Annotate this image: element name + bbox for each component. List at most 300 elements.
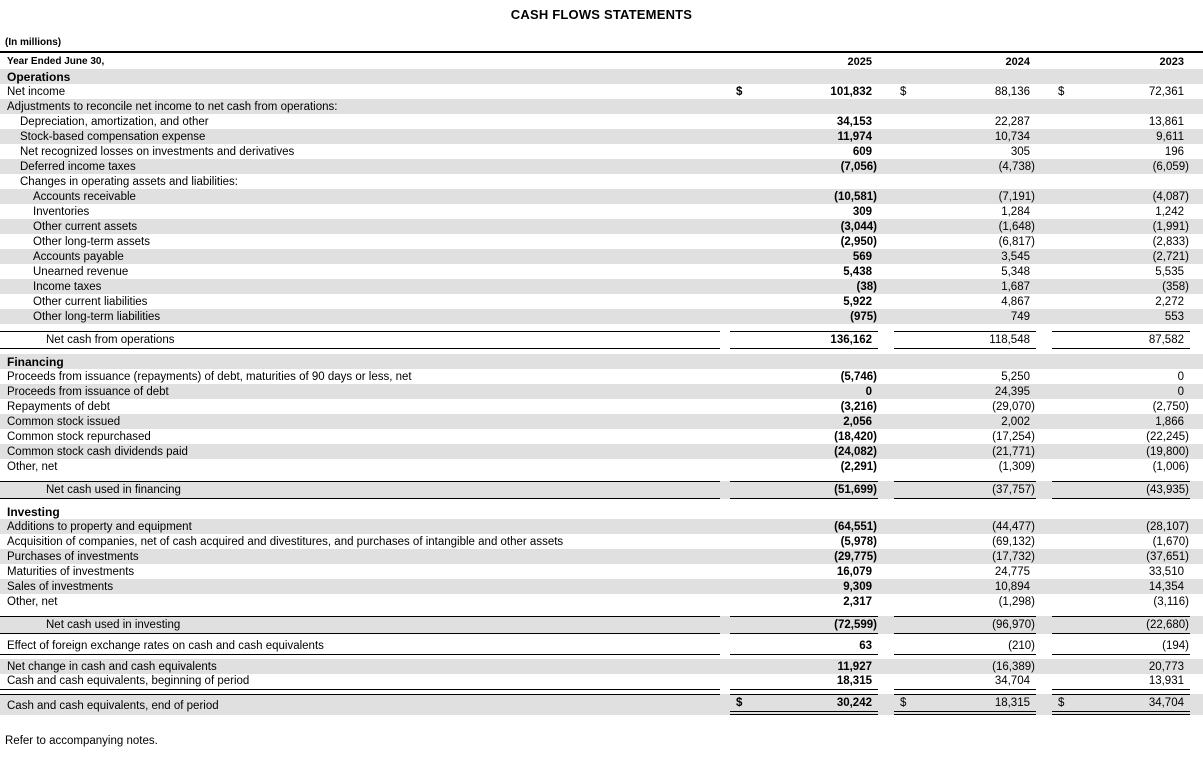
- cell-value: 136,162: [830, 334, 872, 346]
- row-label: Other, net: [7, 595, 58, 608]
- row-investing-other-net: [0, 594, 1203, 609]
- value-cell: [894, 115, 1036, 129]
- row-label: Cash and cash equivalents, beginning of period: [0, 674, 720, 690]
- value-cell: [1052, 639, 1190, 655]
- section-operations: [0, 69, 1203, 84]
- row-net-cash-used-financing: [0, 481, 1203, 499]
- value-cell: [894, 370, 1036, 384]
- value-cell: [894, 85, 1036, 99]
- cell-value: 196: [1164, 145, 1184, 158]
- cell-value: 5,438: [843, 265, 872, 278]
- cell-value: (22,245): [1146, 430, 1189, 443]
- row-net-recognized-losses: [0, 144, 1203, 159]
- row-label: Other, net: [7, 460, 58, 473]
- cell-value: 569: [852, 250, 872, 263]
- value-cell: [1052, 400, 1190, 414]
- cell-value: (38): [856, 280, 877, 293]
- row-label: Net change in cash and cash equivalents: [7, 660, 217, 673]
- row-label: Sales of investments: [7, 580, 114, 593]
- cell-value: (2,721): [1152, 250, 1189, 263]
- value-cell: [1052, 310, 1190, 324]
- cell-value: 101,832: [830, 85, 872, 98]
- value-cell: [730, 115, 878, 129]
- cell-value: 34,153: [836, 115, 872, 128]
- row-label: Other current assets: [33, 220, 138, 233]
- value-cell: [894, 550, 1036, 564]
- value-cell: [730, 220, 878, 234]
- year-label: 2023: [1159, 56, 1184, 68]
- value-cell: [1052, 535, 1190, 549]
- row-label: Repayments of debt: [7, 400, 110, 413]
- cell-value: (358): [1162, 280, 1189, 293]
- page-title: CASH FLOWS STATEMENTS: [510, 7, 693, 22]
- cell-value: 72,361: [1148, 85, 1184, 98]
- value-cell: [1052, 130, 1190, 144]
- value-cell: [730, 639, 878, 655]
- value-cell: [730, 674, 878, 690]
- year-column-2023: [1052, 55, 1190, 69]
- value-cell: [1052, 415, 1190, 429]
- cell-value: (4,087): [1152, 190, 1189, 203]
- value-cell: [1052, 235, 1190, 249]
- row-label: Net cash used in financing: [0, 481, 720, 499]
- period-label: Year Ended June 30,: [7, 56, 105, 67]
- cell-value: 2,056: [843, 415, 872, 428]
- row-acquisitions: [0, 534, 1203, 549]
- value-cell: [730, 85, 878, 99]
- value-cell: [894, 310, 1036, 324]
- value-cell: [1052, 550, 1190, 564]
- value-cell: [894, 595, 1036, 609]
- cell-value: 24,395: [994, 385, 1030, 398]
- cell-value: 20,773: [1148, 660, 1184, 673]
- value-cell: [730, 295, 878, 309]
- value-cell: [894, 385, 1036, 399]
- value-cell: [894, 220, 1036, 234]
- row-label: Net income: [7, 85, 66, 98]
- dollar-sign: $: [900, 85, 907, 98]
- cell-value: 14,354: [1148, 580, 1184, 593]
- cell-value: (1,991): [1152, 220, 1189, 233]
- row-income-taxes: [0, 279, 1203, 294]
- period-header-row: [0, 55, 1203, 69]
- value-cell: [1052, 595, 1190, 609]
- year-label: 2025: [847, 56, 872, 68]
- row-maturities-of-investments: [0, 564, 1203, 579]
- value-cell: [1052, 205, 1190, 219]
- value-cell: [894, 235, 1036, 249]
- value-cell: [1052, 520, 1190, 534]
- row-label: Adjustments to reconcile net income to net cash from operations:: [7, 100, 338, 113]
- row-purchases-of-investments: [0, 549, 1203, 564]
- cell-value: (37,651): [1146, 550, 1189, 563]
- cell-value: 34,704: [1148, 697, 1184, 709]
- value-cell: [894, 481, 1036, 499]
- cell-value: 10,894: [994, 580, 1030, 593]
- cell-value: 63: [859, 640, 872, 652]
- cell-value: 11,974: [837, 130, 872, 143]
- cell-value: 2,317: [843, 595, 872, 608]
- row-adjustments-heading: [0, 99, 1203, 114]
- top-rule: [0, 51, 1203, 53]
- cell-value: (22,680): [1146, 619, 1189, 631]
- cell-value: (210): [1008, 640, 1035, 652]
- row-other-long-term-assets: [0, 234, 1203, 249]
- cell-value: (1,309): [998, 460, 1035, 473]
- value-cell: [894, 535, 1036, 549]
- row-label: Proceeds from issuance (repayments) of debt, maturities of 90 days or less, net: [7, 370, 412, 383]
- row-label: Income taxes: [33, 280, 102, 293]
- value-cell: [894, 265, 1036, 279]
- row-label: Maturities of investments: [7, 565, 135, 578]
- value-cell: [1052, 250, 1190, 264]
- value-cell: [894, 160, 1036, 174]
- value-cell: [894, 460, 1036, 474]
- value-cell: [730, 430, 878, 444]
- value-cell: [894, 331, 1036, 349]
- row-other-current-assets: [0, 219, 1203, 234]
- cell-value: 0: [865, 385, 872, 398]
- row-label: Proceeds from issuance of debt: [7, 385, 169, 398]
- cell-value: 5,250: [1001, 370, 1030, 383]
- value-cell: [730, 535, 878, 549]
- cell-value: 88,136: [994, 85, 1030, 98]
- value-cell: [1052, 145, 1190, 159]
- cell-value: (24,082): [834, 445, 877, 458]
- value-cell: [730, 235, 878, 249]
- cell-value: (194): [1162, 640, 1189, 652]
- cell-value: 9,309: [843, 580, 872, 593]
- cell-value: (4,738): [998, 160, 1035, 173]
- value-cell: [1052, 580, 1190, 594]
- dollar-sign: $: [736, 697, 743, 709]
- value-cell: [730, 595, 878, 609]
- value-cell: [730, 130, 878, 144]
- cell-value: (1,648): [998, 220, 1035, 233]
- value-cell: [894, 205, 1036, 219]
- cell-value: 1,284: [1001, 205, 1030, 218]
- row-other-long-term-liabilities: [0, 309, 1203, 324]
- value-cell: [730, 145, 878, 159]
- value-cell: [730, 550, 878, 564]
- row-unearned-revenue: [0, 264, 1203, 279]
- value-cell: [1052, 265, 1190, 279]
- value-cell: [894, 295, 1036, 309]
- cell-value: 4,867: [1001, 295, 1030, 308]
- cell-value: (28,107): [1146, 520, 1189, 533]
- cell-value: (43,935): [1146, 484, 1189, 496]
- cell-value: 2,002: [1001, 415, 1030, 428]
- cell-value: 553: [1164, 310, 1184, 323]
- cell-value: (2,291): [840, 460, 877, 473]
- cell-value: 0: [1177, 370, 1184, 383]
- value-cell: [730, 280, 878, 294]
- value-cell: [1052, 616, 1190, 634]
- cell-value: (44,477): [992, 520, 1035, 533]
- cell-value: 18,315: [836, 675, 872, 687]
- row-accounts-receivable: [0, 189, 1203, 204]
- value-cell: [1052, 445, 1190, 459]
- dollar-sign: $: [1058, 85, 1065, 98]
- row-accounts-payable: [0, 249, 1203, 264]
- value-cell: [1052, 85, 1190, 99]
- row-label: Depreciation, amortization, and other: [20, 115, 209, 128]
- cell-value: (72,599): [834, 619, 877, 631]
- cell-value: (1,006): [1152, 460, 1189, 473]
- row-fx-effect: [0, 639, 1203, 655]
- value-cell: [1052, 220, 1190, 234]
- value-cell: [1052, 160, 1190, 174]
- cell-value: (51,699): [834, 484, 877, 496]
- cell-value: 34,704: [994, 675, 1030, 687]
- row-deferred-income-taxes: [0, 159, 1203, 174]
- row-label: Common stock cash dividends paid: [7, 445, 188, 458]
- value-cell: [730, 250, 878, 264]
- cell-value: (17,732): [992, 550, 1035, 563]
- value-cell: [1052, 280, 1190, 294]
- row-label: Acquisition of companies, net of cash acquired and divestitures, and purchases of intangible and other assets: [7, 535, 564, 548]
- value-cell: [730, 331, 878, 349]
- cell-value: (17,254): [992, 430, 1035, 443]
- cell-value: (5,978): [840, 535, 877, 548]
- cell-value: (6,059): [1152, 160, 1189, 173]
- row-label: Stock-based compensation expense: [20, 130, 206, 143]
- cell-value: 30,242: [836, 697, 872, 709]
- value-cell: [730, 370, 878, 384]
- cell-value: (7,056): [840, 160, 877, 173]
- value-cell: [894, 430, 1036, 444]
- row-proceeds-issuance-debt: [0, 384, 1203, 399]
- value-cell: [730, 520, 878, 534]
- units-note: (In millions): [5, 37, 62, 48]
- cell-value: (21,771): [992, 445, 1035, 458]
- cell-value: 1,687: [1001, 280, 1030, 293]
- row-label: Accounts receivable: [33, 190, 136, 203]
- cell-value: 33,510: [1148, 565, 1184, 578]
- value-cell: [1052, 674, 1190, 690]
- statement-rows: [0, 69, 1203, 715]
- cell-value: (1,670): [1152, 535, 1189, 548]
- value-cell: [730, 415, 878, 429]
- row-changes-heading: [0, 174, 1203, 189]
- value-cell: [894, 415, 1036, 429]
- row-label: Other current liabilities: [33, 295, 148, 308]
- value-cell: [730, 385, 878, 399]
- row-label: Unearned revenue: [33, 265, 129, 278]
- value-cell: [1052, 694, 1190, 715]
- cell-value: 309: [852, 205, 872, 218]
- cell-value: 1,242: [1155, 205, 1184, 218]
- value-cell: [730, 190, 878, 204]
- cell-value: 1,866: [1155, 415, 1184, 428]
- value-cell: [1052, 430, 1190, 444]
- row-label: Net cash from operations: [0, 331, 720, 349]
- value-cell: [894, 145, 1036, 159]
- row-label: Purchases of investments: [7, 550, 139, 563]
- cell-value: (2,750): [1152, 400, 1189, 413]
- row-label: Net recognized losses on investments and derivatives: [20, 145, 295, 158]
- row-other-current-liabilities: [0, 294, 1203, 309]
- value-cell: [894, 639, 1036, 655]
- section-financing: [0, 354, 1203, 369]
- row-net-cash-used-investing: [0, 616, 1203, 634]
- row-label: Investing: [7, 504, 60, 519]
- row-label: Common stock repurchased: [7, 430, 151, 443]
- year-column-2025: [730, 55, 878, 69]
- cell-value: (19,800): [1146, 445, 1189, 458]
- cell-value: 18,315: [994, 697, 1030, 709]
- footer-note: Refer to accompanying notes.: [5, 735, 158, 747]
- row-label: Accounts payable: [33, 250, 124, 263]
- row-net-change-in-cash: [0, 659, 1203, 674]
- cell-value: 87,582: [1148, 334, 1184, 346]
- row-label: Operations: [7, 69, 71, 84]
- cell-value: (975): [850, 310, 877, 323]
- row-label: Other long-term liabilities: [33, 310, 161, 323]
- value-cell: [730, 310, 878, 324]
- value-cell: [894, 694, 1036, 715]
- row-net-cash-from-operations: [0, 331, 1203, 349]
- value-cell: [730, 445, 878, 459]
- row-label: Inventories: [33, 205, 90, 218]
- cell-value: 3,545: [1001, 250, 1030, 263]
- section-investing: [0, 504, 1203, 519]
- value-cell: [730, 205, 878, 219]
- dollar-sign: $: [736, 85, 743, 98]
- value-cell: [1052, 460, 1190, 474]
- cell-value: 5,348: [1001, 265, 1030, 278]
- cell-value: 10,734: [994, 130, 1030, 143]
- year-column-2024: [894, 55, 1036, 69]
- cell-value: 9,611: [1156, 130, 1184, 143]
- cell-value: (96,970): [992, 619, 1035, 631]
- value-cell: [1052, 565, 1190, 579]
- value-cell: [894, 400, 1036, 414]
- cell-value: (1,298): [998, 595, 1035, 608]
- cell-value: (6,817): [998, 235, 1035, 248]
- value-cell: [894, 674, 1036, 690]
- cell-value: 5,922: [843, 295, 872, 308]
- cell-value: (29,070): [992, 400, 1035, 413]
- cell-value: (3,116): [1153, 595, 1189, 608]
- row-common-stock-repurchased: [0, 429, 1203, 444]
- cell-value: (2,950): [840, 235, 877, 248]
- cell-value: (29,775): [834, 550, 877, 563]
- year-label: 2024: [1005, 56, 1030, 68]
- value-cell: [730, 660, 878, 674]
- cell-value: (10,581): [834, 190, 877, 203]
- cell-value: 609: [852, 145, 872, 158]
- value-cell: [1052, 115, 1190, 129]
- dollar-sign: $: [1058, 697, 1065, 709]
- value-cell: [1052, 331, 1190, 349]
- cell-value: (7,191): [998, 190, 1035, 203]
- cell-value: (37,757): [992, 484, 1035, 496]
- value-cell: [894, 250, 1036, 264]
- cell-value: 11,927: [837, 660, 872, 673]
- row-common-stock-issued: [0, 414, 1203, 429]
- row-net-income: [0, 84, 1203, 99]
- cell-value: 13,931: [1148, 675, 1184, 687]
- dollar-sign: $: [900, 697, 907, 709]
- value-cell: [730, 580, 878, 594]
- value-cell: [894, 280, 1036, 294]
- value-cell: [894, 616, 1036, 634]
- value-cell: [1052, 481, 1190, 499]
- row-label: Additions to property and equipment: [7, 520, 192, 533]
- value-cell: [894, 565, 1036, 579]
- cell-value: (5,746): [840, 370, 877, 383]
- value-cell: [1052, 385, 1190, 399]
- row-label: Effect of foreign exchange rates on cash and cash equivalents: [0, 639, 720, 655]
- cell-value: (3,216): [840, 400, 877, 413]
- row-depreciation: [0, 114, 1203, 129]
- cell-value: (2,833): [1152, 235, 1189, 248]
- row-label: Other long-term assets: [33, 235, 150, 248]
- value-cell: [1052, 370, 1190, 384]
- cell-value: (18,420): [834, 430, 877, 443]
- value-cell: [1052, 190, 1190, 204]
- row-sales-of-investments: [0, 579, 1203, 594]
- row-label: Changes in operating assets and liabilities:: [20, 175, 238, 188]
- value-cell: [894, 580, 1036, 594]
- cell-value: 22,287: [994, 115, 1030, 128]
- row-repayments-of-debt: [0, 399, 1203, 414]
- row-label: Financing: [7, 354, 64, 369]
- cell-value: 24,775: [994, 565, 1030, 578]
- row-financing-other-net: [0, 459, 1203, 474]
- row-cash-end: [0, 694, 1203, 715]
- cell-value: 0: [1177, 385, 1184, 398]
- value-cell: [894, 660, 1036, 674]
- row-inventories: [0, 204, 1203, 219]
- row-cash-beginning: [0, 674, 1203, 690]
- value-cell: [894, 130, 1036, 144]
- value-cell: [894, 190, 1036, 204]
- cell-value: (16,389): [992, 660, 1035, 673]
- row-label: Net cash used in investing: [0, 616, 720, 634]
- cell-value: 2,272: [1155, 295, 1184, 308]
- row-label: Cash and cash equivalents, end of period: [0, 694, 720, 715]
- value-cell: [894, 520, 1036, 534]
- cell-value: (64,551): [834, 520, 877, 533]
- value-cell: [894, 445, 1036, 459]
- row-additions-property-equipment: [0, 519, 1203, 534]
- cell-value: (3,044): [840, 220, 877, 233]
- cell-value: 13,861: [1148, 115, 1184, 128]
- value-cell: [730, 694, 878, 715]
- value-cell: [1052, 660, 1190, 674]
- value-cell: [730, 460, 878, 474]
- value-cell: [1052, 295, 1190, 309]
- cell-value: 118,548: [989, 334, 1030, 346]
- row-dividends-paid: [0, 444, 1203, 459]
- value-cell: [730, 265, 878, 279]
- row-stock-compensation: [0, 129, 1203, 144]
- row-label: Deferred income taxes: [20, 160, 136, 173]
- cell-value: 16,079: [836, 565, 872, 578]
- cell-value: 305: [1010, 145, 1030, 158]
- value-cell: [730, 616, 878, 634]
- row-label: Common stock issued: [7, 415, 121, 428]
- value-cell: [730, 565, 878, 579]
- row-proceeds-repayments-short-debt: [0, 369, 1203, 384]
- value-cell: [730, 160, 878, 174]
- value-cell: [730, 481, 878, 499]
- cell-value: 749: [1010, 310, 1030, 323]
- cell-value: (69,132): [992, 535, 1035, 548]
- cell-value: 5,535: [1155, 265, 1184, 278]
